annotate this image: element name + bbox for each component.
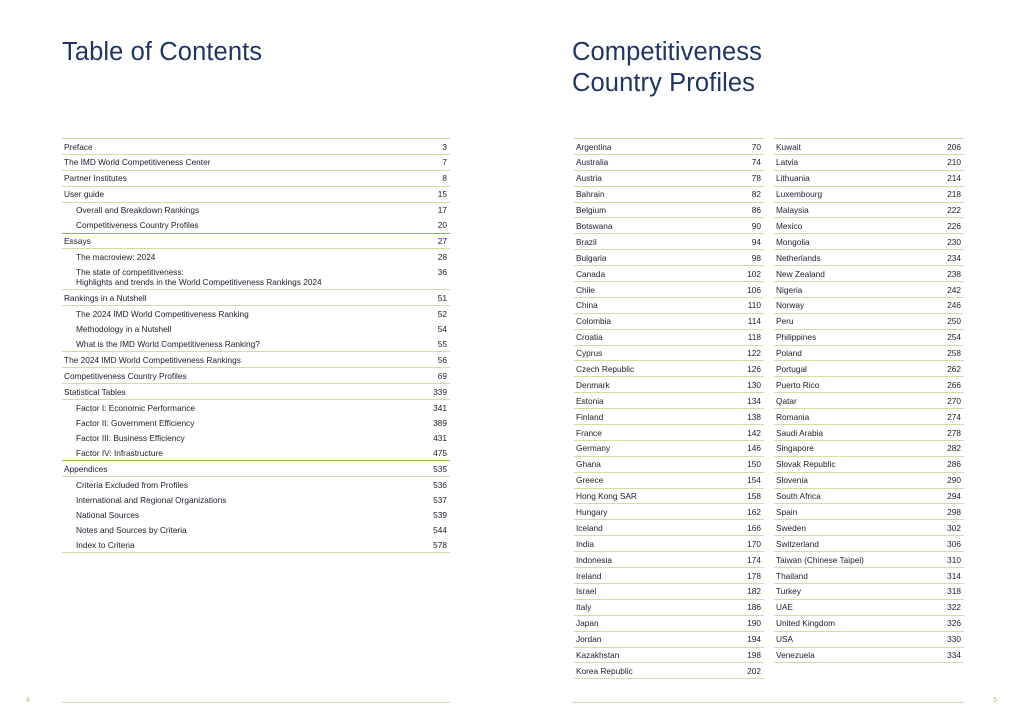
country-entry-page-number: 106 xyxy=(747,284,761,295)
toc-entry[interactable] xyxy=(62,139,450,155)
section-title-line-2: Country Profiles xyxy=(572,69,756,97)
toc-subentry-label: Factor I: Economic Performance xyxy=(76,402,195,413)
toc-subentry[interactable] xyxy=(62,538,450,554)
country-entry-label: Switzerland xyxy=(776,538,819,549)
toc-subentry-label: International and Regional Organizations xyxy=(76,494,227,505)
country-entry[interactable] xyxy=(574,457,764,473)
toc-entry-page-number: 339 xyxy=(433,386,447,397)
country-entry[interactable] xyxy=(574,234,764,250)
country-entry[interactable] xyxy=(574,663,764,679)
country-entry-label: Argentina xyxy=(576,141,612,152)
country-entry-label: Poland xyxy=(776,348,802,359)
country-entry-label: Cyprus xyxy=(576,348,603,359)
country-entry-page-number: 334 xyxy=(947,650,961,660)
country-list-column-1 xyxy=(574,138,764,679)
country-entry[interactable] xyxy=(774,600,964,616)
toc-entry-page-number: 69 xyxy=(437,370,447,381)
toc-entry-page-number: 8 xyxy=(442,173,447,184)
country-entry[interactable] xyxy=(774,489,964,505)
country-entry-page-number: 82 xyxy=(751,189,761,200)
country-entry-label: Qatar xyxy=(776,395,797,406)
country-entry[interactable] xyxy=(574,298,764,314)
country-entry-page-number: 326 xyxy=(947,618,961,629)
country-entry-page-number: 310 xyxy=(947,554,961,565)
country-entry-label: Belgium xyxy=(576,205,606,216)
page-title: Table of Contents xyxy=(62,38,263,66)
country-entry-label: Ireland xyxy=(576,570,602,581)
country-entry-label: Austria xyxy=(576,173,602,184)
country-entry-page-number: 210 xyxy=(947,157,961,168)
country-entry-page-number: 138 xyxy=(747,411,761,422)
country-entry-label: Thailand xyxy=(776,570,808,581)
toc-subentry-label: What is the IMD World Competitiveness Ranking? xyxy=(76,339,260,349)
country-entry-label: New Zealand xyxy=(776,268,825,279)
country-entry-label: Jordan xyxy=(576,634,602,645)
country-entry[interactable] xyxy=(574,441,764,457)
country-entry[interactable] xyxy=(774,473,964,489)
country-entry[interactable] xyxy=(774,187,964,203)
country-entry-page-number: 278 xyxy=(947,427,961,438)
country-entry[interactable] xyxy=(774,361,964,377)
toc-subentry-page-number: 389 xyxy=(433,417,447,428)
country-entry-label: France xyxy=(576,427,602,438)
country-entry-page-number: 74 xyxy=(751,157,761,168)
toc-entry-page-number: 27 xyxy=(437,236,447,247)
country-entry-page-number: 254 xyxy=(947,332,961,343)
toc-subentry-page-number: 28 xyxy=(437,251,447,262)
country-entry[interactable] xyxy=(574,218,764,234)
country-entry-page-number: 238 xyxy=(947,268,961,279)
toc-subentry[interactable] xyxy=(62,492,450,507)
country-entry-page-number: 110 xyxy=(747,300,761,311)
country-entry[interactable] xyxy=(574,330,764,346)
country-entry-page-number: 274 xyxy=(947,411,961,422)
country-entry-page-number: 206 xyxy=(947,141,961,152)
country-entry-page-number: 202 xyxy=(747,665,761,676)
toc-entry-page-number: 56 xyxy=(437,354,447,365)
toc-subentry[interactable] xyxy=(62,218,450,234)
country-entry[interactable] xyxy=(574,250,764,266)
country-entry-page-number: 266 xyxy=(947,379,961,390)
toc-entry-label: Rankings in a Nutshell xyxy=(64,292,147,303)
country-entry-page-number: 98 xyxy=(751,252,761,263)
country-entry-label: Lithuania xyxy=(776,173,810,184)
country-entry[interactable] xyxy=(774,218,964,234)
country-entry-label: Czech Republic xyxy=(576,363,635,374)
toc-entry[interactable] xyxy=(62,384,450,400)
country-entry[interactable] xyxy=(574,552,764,568)
country-entry[interactable] xyxy=(774,282,964,298)
country-entry-page-number: 134 xyxy=(747,395,761,406)
page-number-left: 4 xyxy=(26,697,30,704)
country-entry-page-number: 258 xyxy=(947,348,961,359)
country-entry-label: Germany xyxy=(576,443,611,454)
country-entry[interactable] xyxy=(774,234,964,250)
country-entry[interactable] xyxy=(774,616,964,632)
toc-subentry[interactable] xyxy=(62,430,450,445)
toc-entry-label: Statistical Tables xyxy=(64,386,126,397)
country-entry-page-number: 122 xyxy=(747,348,761,359)
country-entry[interactable] xyxy=(574,632,764,648)
page-number-right: 5 xyxy=(993,697,997,704)
country-entry-page-number: 70 xyxy=(751,141,761,152)
toc-entry[interactable] xyxy=(62,187,450,203)
country-entry-label: Romania xyxy=(776,411,810,422)
toc-subentry[interactable] xyxy=(62,507,450,522)
country-entry-page-number: 154 xyxy=(747,475,761,486)
country-entry[interactable] xyxy=(774,393,964,409)
country-entry[interactable] xyxy=(574,266,764,282)
country-entry-label: Chile xyxy=(576,284,595,295)
country-entry-label: Taiwan (Chinese Taipei) xyxy=(776,554,864,565)
toc-subentry[interactable] xyxy=(62,400,450,415)
country-entry-page-number: 282 xyxy=(947,443,961,454)
country-entry[interactable] xyxy=(574,600,764,616)
country-entry-page-number: 174 xyxy=(747,554,761,565)
country-entry[interactable] xyxy=(574,139,764,155)
country-entry-label: United Kingdom xyxy=(776,618,836,629)
country-entry-page-number: 298 xyxy=(947,506,961,517)
toc-entry[interactable] xyxy=(62,290,450,306)
country-entry[interactable] xyxy=(774,584,964,600)
toc-subentry-page-number: 17 xyxy=(437,205,447,216)
country-entry-page-number: 226 xyxy=(947,220,961,231)
country-entry-page-number: 162 xyxy=(747,506,761,517)
country-entry-page-number: 170 xyxy=(747,538,761,549)
toc-subentry-page-number: 578 xyxy=(433,540,447,550)
toc-subentry-page-number: 544 xyxy=(433,524,447,535)
country-entry-page-number: 302 xyxy=(947,522,961,533)
country-entry-page-number: 146 xyxy=(747,443,761,454)
country-entry-label: Mongolia xyxy=(776,236,810,247)
country-entry[interactable] xyxy=(774,552,964,568)
country-entry[interactable] xyxy=(574,346,764,362)
country-entry[interactable] xyxy=(574,473,764,489)
toc-subentry-label: The 2024 IMD World Competitiveness Ranking xyxy=(76,308,249,319)
country-entry[interactable] xyxy=(774,520,964,536)
country-entry[interactable] xyxy=(774,155,964,171)
country-entry-label: Italy xyxy=(576,602,592,613)
country-entry-page-number: 330 xyxy=(947,634,961,645)
country-entry-label: Hungary xyxy=(576,506,608,517)
country-entry-label: Nigeria xyxy=(776,284,803,295)
toc-entry-label: User guide xyxy=(64,189,105,200)
country-entry[interactable] xyxy=(774,441,964,457)
toc-subentry-page-number: 539 xyxy=(433,509,447,520)
toc-subentry[interactable] xyxy=(62,306,450,321)
country-entry-page-number: 194 xyxy=(747,634,761,645)
country-entry[interactable] xyxy=(574,282,764,298)
toc-entry[interactable] xyxy=(62,171,450,187)
country-entry[interactable] xyxy=(574,187,764,203)
toc-subentry[interactable] xyxy=(62,337,450,353)
country-entry[interactable] xyxy=(774,171,964,187)
country-entry-label: Mexico xyxy=(776,220,803,231)
country-entry[interactable] xyxy=(574,361,764,377)
country-entry-page-number: 198 xyxy=(747,650,761,660)
toc-entry[interactable] xyxy=(62,234,450,250)
toc-subentry-page-number: 55 xyxy=(437,339,447,349)
country-entry[interactable] xyxy=(774,346,964,362)
country-entry-label: Portugal xyxy=(776,363,807,374)
toc-subentry[interactable] xyxy=(62,321,450,336)
toc-entry-label: The IMD World Competitiveness Center xyxy=(64,157,211,168)
country-entry-label: Singapore xyxy=(776,443,814,454)
country-entry-label: Brazil xyxy=(576,236,597,247)
country-entry-label: China xyxy=(576,300,598,311)
country-entry-page-number: 90 xyxy=(751,220,761,231)
country-entry[interactable] xyxy=(774,504,964,520)
country-entry[interactable] xyxy=(574,616,764,632)
country-entry-page-number: 182 xyxy=(747,586,761,597)
country-entry[interactable] xyxy=(774,330,964,346)
toc-subentry-label: Factor III: Business Efficiency xyxy=(76,432,185,443)
country-entry-label: Japan xyxy=(576,618,599,629)
country-entry-label: Turkey xyxy=(776,586,802,597)
country-entry[interactable] xyxy=(774,632,964,648)
country-entry-page-number: 322 xyxy=(947,602,961,613)
country-entry-label: Kazakhstan xyxy=(576,650,620,660)
footer-rule-right xyxy=(572,702,964,703)
country-entry-label: Spain xyxy=(776,506,798,517)
toc-entry-label: Preface xyxy=(64,141,93,152)
toc-entry[interactable] xyxy=(62,155,450,171)
country-entry-page-number: 242 xyxy=(947,284,961,295)
country-entry-page-number: 166 xyxy=(747,522,761,533)
toc-entry[interactable] xyxy=(62,352,450,368)
country-entry-label: Sweden xyxy=(776,522,806,533)
toc-subentry-page-number: 54 xyxy=(437,323,447,334)
country-entry-label: Luxembourg xyxy=(776,189,823,200)
country-entry-label: Canada xyxy=(576,268,606,279)
country-entry-page-number: 290 xyxy=(947,475,961,486)
country-entry[interactable] xyxy=(574,489,764,505)
toc-subentry-label: Notes and Sources by Criteria xyxy=(76,524,187,535)
country-entry-label: Denmark xyxy=(576,379,610,390)
country-entry-label: Slovak Republic xyxy=(776,459,836,470)
toc-subentry[interactable] xyxy=(62,477,450,492)
country-entry[interactable] xyxy=(574,409,764,425)
toc-subentry-label: Overall and Breakdown Rankings xyxy=(76,205,200,216)
country-entry[interactable] xyxy=(574,314,764,330)
toc-subentry-page-number: 52 xyxy=(437,308,447,319)
toc-entry-page-number: 3 xyxy=(442,141,447,152)
toc-entry-label: Essays xyxy=(64,236,91,247)
country-entry-label: Indonesia xyxy=(576,554,612,565)
toc-entry-page-number: 535 xyxy=(433,463,447,474)
country-entry[interactable] xyxy=(774,409,964,425)
toc-entry-page-number: 15 xyxy=(437,189,447,200)
toc-subentry[interactable] xyxy=(62,265,450,291)
country-entry-label: Peru xyxy=(776,316,794,327)
country-entry[interactable] xyxy=(574,536,764,552)
country-entry-page-number: 158 xyxy=(747,491,761,502)
country-entry[interactable] xyxy=(774,457,964,473)
toc-entry-label: Competitiveness Country Profiles xyxy=(64,370,187,381)
country-entry-page-number: 130 xyxy=(747,379,761,390)
toc-subentry-label: The state of competitiveness: Highlights and trends in the World Competitiveness Rankings 2024 xyxy=(76,267,322,288)
country-entry-label: Croatia xyxy=(576,332,603,343)
toc-entry-label: Appendices xyxy=(64,463,108,474)
country-entry[interactable] xyxy=(774,139,964,155)
country-entry[interactable] xyxy=(574,504,764,520)
footer-rule-left xyxy=(62,702,450,703)
country-entry-label: Finland xyxy=(576,411,604,422)
country-entry-page-number: 314 xyxy=(947,570,961,581)
country-entry-label: Slovenia xyxy=(776,475,808,486)
country-entry[interactable] xyxy=(574,648,764,664)
country-entry-page-number: 234 xyxy=(947,252,961,263)
country-entry[interactable] xyxy=(774,536,964,552)
country-entry-label: Puerto Rico xyxy=(776,379,820,390)
country-entry-page-number: 262 xyxy=(947,363,961,374)
country-entry-label: Venezuela xyxy=(776,650,815,660)
country-entry-page-number: 250 xyxy=(947,316,961,327)
country-entry-label: Australia xyxy=(576,157,609,168)
toc-subentry[interactable] xyxy=(62,249,450,264)
toc-subentry[interactable] xyxy=(62,522,450,537)
country-entry[interactable] xyxy=(774,250,964,266)
country-entry[interactable] xyxy=(774,377,964,393)
country-entry[interactable] xyxy=(574,203,764,219)
country-entry-page-number: 78 xyxy=(751,173,761,184)
country-entry[interactable] xyxy=(774,568,964,584)
country-entry-label: Malaysia xyxy=(776,205,809,216)
section-title xyxy=(572,37,762,99)
country-entry-page-number: 178 xyxy=(747,570,761,581)
toc-subentry-label: Methodology in a Nutshell xyxy=(76,323,172,334)
country-entry[interactable] xyxy=(774,648,964,664)
toc-subentry[interactable] xyxy=(62,415,450,430)
country-entry-label: UAE xyxy=(776,602,794,613)
country-entry[interactable] xyxy=(574,393,764,409)
table-of-contents xyxy=(62,138,450,553)
country-entry-label: USA xyxy=(776,634,794,645)
country-entry[interactable] xyxy=(774,314,964,330)
country-entry-label: South Africa xyxy=(776,491,821,502)
country-entry-page-number: 318 xyxy=(947,586,961,597)
country-entry[interactable] xyxy=(574,377,764,393)
country-entry-label: Bulgaria xyxy=(576,252,607,263)
toc-subentry-page-number: 20 xyxy=(437,220,447,231)
country-entry-label: Latvia xyxy=(776,157,799,168)
section-title-line-1: Competitiveness xyxy=(572,38,762,66)
country-list-column-2 xyxy=(774,138,964,663)
country-entry-page-number: 214 xyxy=(947,173,961,184)
country-entry-label: Colombia xyxy=(576,316,612,327)
toc-entry-page-number: 7 xyxy=(442,157,447,168)
country-entry-label: Ghana xyxy=(576,459,601,470)
country-entry-page-number: 150 xyxy=(747,459,761,470)
toc-subentry-page-number: 341 xyxy=(433,402,447,413)
country-entry-label: Bahrain xyxy=(576,189,605,200)
toc-subentry-label: National Sources xyxy=(76,509,140,520)
country-entry-page-number: 86 xyxy=(751,205,761,216)
country-entry-label: Korea Republic xyxy=(576,665,633,676)
toc-subentry-page-number: 537 xyxy=(433,494,447,505)
toc-subentry[interactable] xyxy=(62,203,450,218)
country-entry-label: Hong Kong SAR xyxy=(576,491,637,502)
country-entry-label: Botswana xyxy=(576,220,613,231)
toc-entry[interactable] xyxy=(62,368,450,384)
toc-subentry-label: Index to Criteria xyxy=(76,540,135,550)
country-entry-label: Israel xyxy=(576,586,597,597)
country-entry[interactable] xyxy=(774,203,964,219)
country-entry-label: Greece xyxy=(576,475,604,486)
country-entry-label: Saudi Arabia xyxy=(776,427,824,438)
toc-subentry-label: Competitiveness Country Profiles xyxy=(76,220,199,231)
toc-entry-label: The 2024 IMD World Competitiveness Rankings xyxy=(64,354,241,365)
country-entry[interactable] xyxy=(574,584,764,600)
country-entry-page-number: 230 xyxy=(947,236,961,247)
country-entry-label: Kuwait xyxy=(776,141,801,152)
country-entry-label: India xyxy=(576,538,594,549)
toc-subentry-page-number: 431 xyxy=(433,432,447,443)
toc-subentry-label: Factor IV: Infrastructure xyxy=(76,447,163,458)
country-entry-page-number: 190 xyxy=(747,618,761,629)
toc-subentry-label: The macroview: 2024 xyxy=(76,251,156,262)
country-entry[interactable] xyxy=(774,425,964,441)
country-entry-page-number: 270 xyxy=(947,395,961,406)
toc-subentry-label: Criteria Excluded from Profiles xyxy=(76,479,189,490)
country-entry[interactable] xyxy=(574,171,764,187)
toc-entry-page-number: 51 xyxy=(437,292,447,303)
country-entry-page-number: 114 xyxy=(747,316,761,327)
country-entry[interactable] xyxy=(574,520,764,536)
country-entry-page-number: 218 xyxy=(947,189,961,200)
country-entry-page-number: 294 xyxy=(947,491,961,502)
country-entry[interactable] xyxy=(774,266,964,282)
toc-entry-label: Partner Institutes xyxy=(64,173,127,184)
country-entry-page-number: 94 xyxy=(751,236,761,247)
toc-subentry[interactable] xyxy=(62,445,450,461)
country-entry[interactable] xyxy=(574,425,764,441)
country-entry-page-number: 222 xyxy=(947,205,961,216)
country-entry-label: Philippines xyxy=(776,332,817,343)
country-entry-page-number: 186 xyxy=(747,602,761,613)
country-entry[interactable] xyxy=(574,568,764,584)
country-entry-label: Iceland xyxy=(576,522,603,533)
toc-subentry-page-number: 36 xyxy=(437,267,447,278)
country-entry-page-number: 306 xyxy=(947,538,961,549)
country-entry[interactable] xyxy=(774,298,964,314)
toc-subentry-page-number: 475 xyxy=(433,447,447,458)
country-entry-page-number: 126 xyxy=(747,363,761,374)
country-entry-page-number: 118 xyxy=(747,332,761,343)
country-entry-page-number: 286 xyxy=(947,459,961,470)
country-entry-page-number: 246 xyxy=(947,300,961,311)
country-entry-label: Norway xyxy=(776,300,805,311)
country-entry-label: Estonia xyxy=(576,395,604,406)
toc-entry[interactable] xyxy=(62,461,450,477)
country-entry-label: Netherlands xyxy=(776,252,821,263)
toc-subentry-page-number: 536 xyxy=(433,479,447,490)
country-entry-page-number: 102 xyxy=(747,268,761,279)
country-entry[interactable] xyxy=(574,155,764,171)
country-entry-page-number: 142 xyxy=(747,427,761,438)
toc-subentry-label: Factor II: Government Efficiency xyxy=(76,417,195,428)
